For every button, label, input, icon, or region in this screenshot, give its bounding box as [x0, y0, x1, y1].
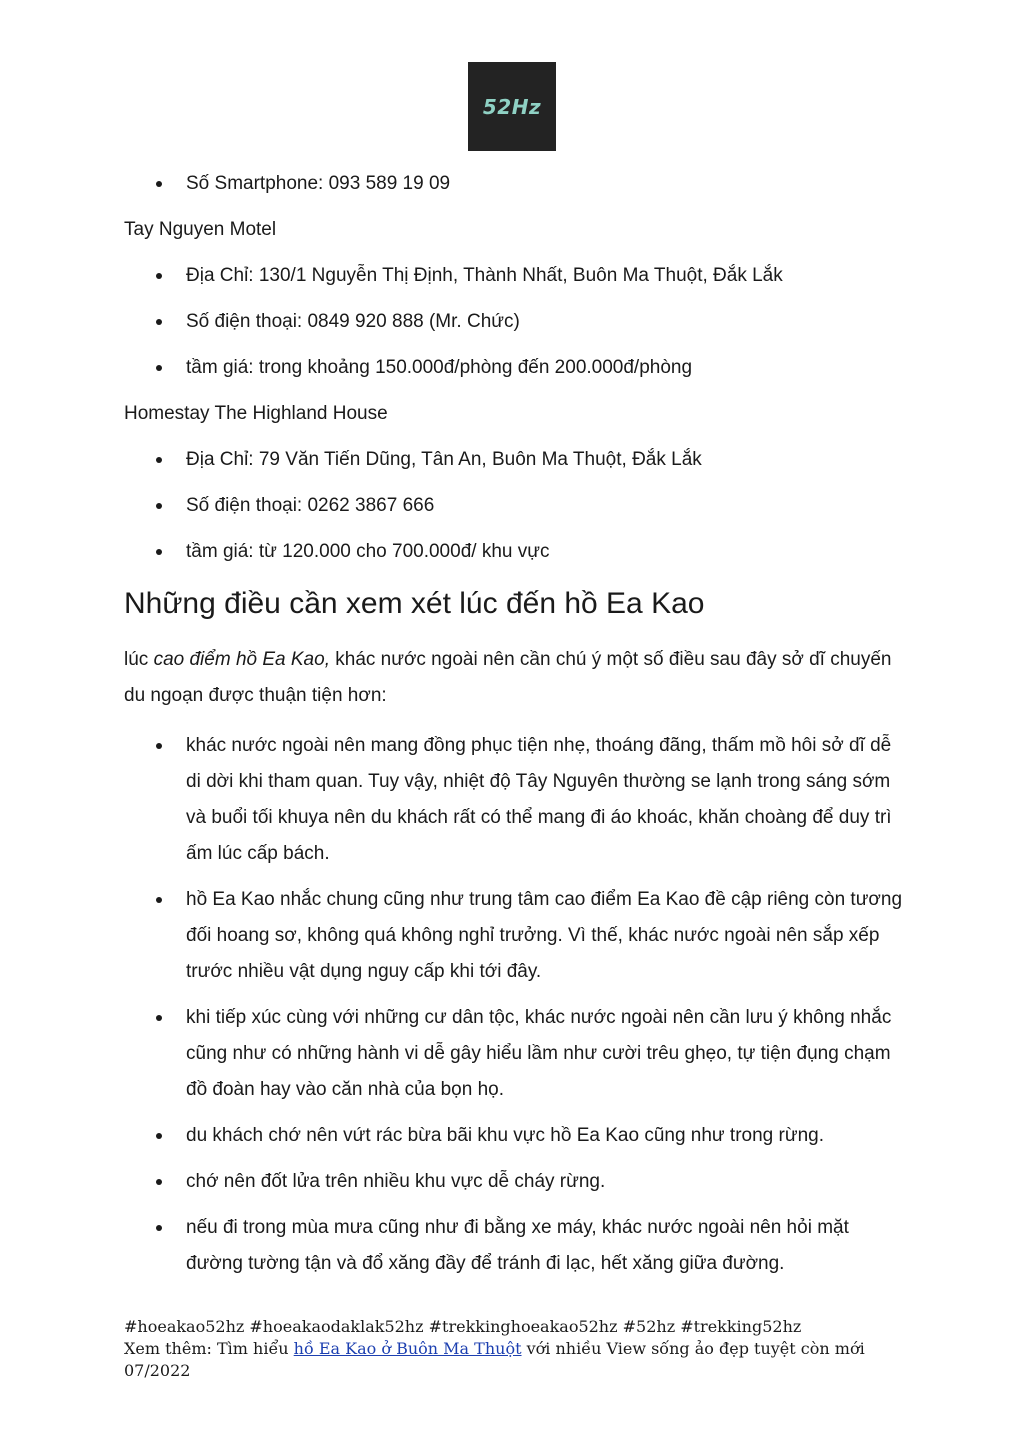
list-item: khác nước ngoài nên mang đồng phục tiện nhẹ, thoáng đãng, thấm mồ hôi sở dĩ dễ di dời khi tham quan. Tuy vậy, nhiệt độ Tây Nguyên thường se lạnh trong sáng sớm và buổi tối khuya nên du khách rất có thể mang đi áo khoác, khăn choàng để duy trì ấm lúc cấp bách. [124, 728, 904, 872]
list-item: Số Smartphone: 093 589 19 09 [124, 166, 904, 202]
logo-52hz [468, 62, 556, 151]
list-item: Địa Chỉ: 79 Văn Tiến Dũng, Tân An, Buôn Ma Thuột, Đắk Lắk [124, 442, 904, 478]
section-heading: Những điều cần xem xét lúc đến hồ Ea Kao [124, 587, 705, 620]
logo-text: 52Hz [482, 94, 542, 119]
document-body [124, 166, 904, 1282]
list-item: Số điện thoại: 0262 3867 666 [124, 488, 904, 524]
see-more-suffix: với nhiều View sống ảo đẹp tuyệt còn mới 07/2022 [124, 1339, 865, 1380]
intro-text: khác nước ngoài nên cần chú ý một số điều sau đây sở dĩ chuyến du ngoạn được thuận tiện hơn: [124, 649, 892, 706]
list-item: chớ nên đốt lửa trên nhiều khu vực dễ cháy rừng. [124, 1164, 904, 1200]
list-item: Địa Chỉ: 130/1 Nguyễn Thị Định, Thành Nhất, Buôn Ma Thuột, Đắk Lắk [124, 258, 904, 294]
list-item: hồ Ea Kao nhắc chung cũng như trung tâm cao điểm Ea Kao đề cập riêng còn tương đối hoang sơ, không quá không nghỉ trưởng. Vì thế, khác nước ngoài nên sắp xếp trước nhiều vật dụng nguy cấp khi tới đây. [124, 882, 904, 990]
see-more-prefix: Xem thêm: Tìm hiểu [124, 1339, 294, 1358]
intro-italic: cao điểm hồ Ea Kao, [153, 649, 330, 670]
motel-name: Tay Nguyen Motel [124, 219, 277, 240]
list-item: tầm giá: trong khoảng 150.000đ/phòng đến 200.000đ/phòng [124, 350, 904, 386]
list-item: khi tiếp xúc cùng với những cư dân tộc, khác nước ngoài nên cần lưu ý không nhắc cũng như có những hành vi dễ gây hiểu lầm như cười trêu ghẹo, tự tiện đụng chạm đồ đoàn hay vào căn nhà của bọn họ. [124, 1000, 904, 1108]
intro-text: lúc [124, 649, 154, 670]
section-intro [124, 642, 904, 714]
list-item: tầm giá: từ 120.000 cho 700.000đ/ khu vực [124, 534, 904, 570]
list-item: nếu đi trong mùa mưa cũng như đi bằng xe máy, khác nước ngoài nên hỏi mặt đường tường tận và đổ xăng đầy để tránh đi lạc, hết xăng giữa đường. [124, 1210, 904, 1282]
hashtags: #hoeakao52hz #hoeakaodaklak52hz #trekkinghoeakao52hz #52hz #trekking52hz [124, 1317, 802, 1336]
list-item: du khách chớ nên vứt rác bừa bãi khu vực hồ Ea Kao cũng như trong rừng. [124, 1118, 904, 1154]
homestay-name: Homestay The Highland House [124, 403, 388, 424]
see-more [124, 1338, 904, 1382]
article-link[interactable]: hồ Ea Kao ở Buôn Ma Thuột [293, 1339, 522, 1358]
footer [124, 1316, 904, 1382]
list-item: Số điện thoại: 0849 920 888 (Mr. Chức) [124, 304, 904, 340]
